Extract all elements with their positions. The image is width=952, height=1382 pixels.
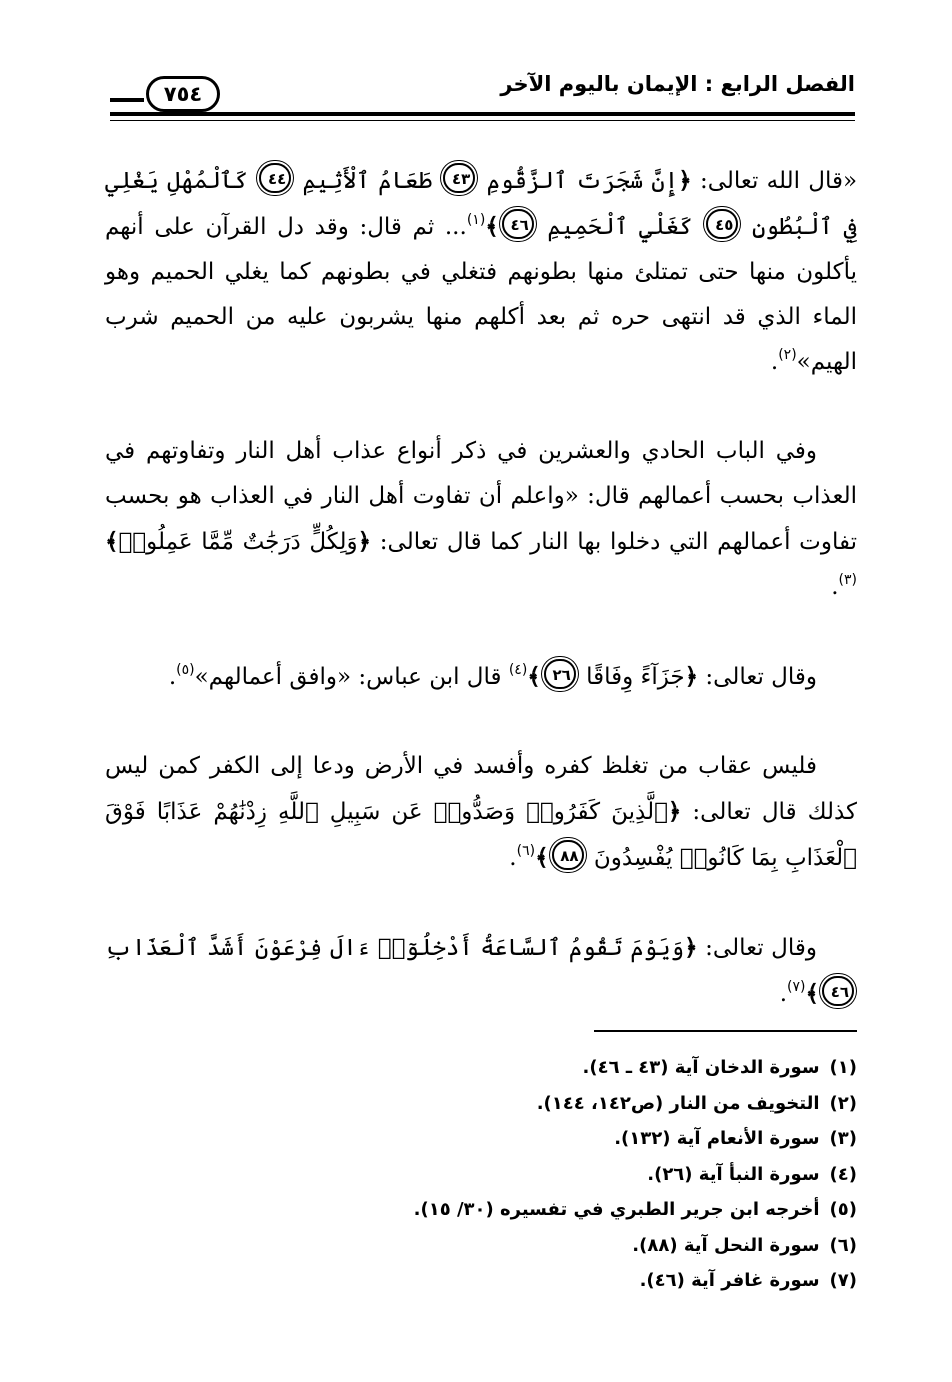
paragraph-3	[105, 654, 857, 700]
quran-text: ٱلَّذِينَ كَفَرُوا۟ وَصَدُّوا۟ عَن سَبِيلِ ٱللَّهِ زِدْنَٰهُمْ عَذَابًا فَوْقَ ٱلْعَذَابِ بِمَا كَانُوا۟ يُفْسِدُونَ	[105, 799, 857, 871]
footnote-text: سورة النحل آية (٨٨).	[632, 1234, 820, 1256]
chapter-title: الفصل الرابع : الإيمان باليوم الآخر	[500, 72, 855, 96]
footnote-text: سورة الأنعام آية (١٣٢).	[614, 1128, 820, 1149]
quran-text: كَٱلْمُهْلِ يَغْلِي فِي ٱلْبُطُونِ	[105, 168, 857, 240]
footnote-ref[interactable]: (٢)	[778, 347, 797, 363]
footnote-text: سورة النبأ آية (٢٦).	[647, 1163, 820, 1185]
header-ornament	[110, 98, 144, 102]
quran-close-brace: ﴾	[485, 213, 499, 240]
quran-close-brace: ﴾	[805, 980, 819, 1007]
footnote-item	[157, 1263, 857, 1299]
quran-text: طَعَامُ ٱلْأَثِيمِ	[302, 168, 433, 194]
ayah-number-marker: ٤٣	[443, 163, 475, 193]
footnote-item	[157, 1157, 857, 1193]
quran-open-brace: ﴿	[678, 167, 692, 194]
quran-close-brace: ﴾	[535, 844, 549, 871]
ayah-number-marker: ٢٦	[544, 659, 576, 689]
text-run: وقال تعالى:	[698, 664, 817, 690]
ayah-number-marker: ٨٨	[552, 840, 584, 870]
footnote-item	[157, 1228, 857, 1264]
quran-text: إِنَّ شَجَرَتَ ٱلزَّقُّومِ	[486, 168, 679, 194]
page-header	[110, 68, 855, 128]
quran-open-brace: ﴿	[684, 663, 699, 690]
quran-open-brace: ﴿	[667, 798, 682, 825]
footnote-ref[interactable]: (١)	[466, 212, 486, 228]
footnote-ref[interactable]: (٥)	[176, 662, 195, 678]
footnote-ref[interactable]: (٧)	[787, 979, 806, 995]
footnote-ref[interactable]: (٣)	[838, 572, 857, 588]
footnote-text: التخويف من النار (ص١٤٢، ١٤٤).	[536, 1092, 820, 1114]
footnote-ref[interactable]: (٦)	[516, 843, 536, 859]
quran-close-brace: ﴾	[105, 528, 119, 555]
ayah-number-marker: ٤٦	[502, 209, 534, 239]
quran-text: جَزَآءً وِفَاقًا	[586, 664, 685, 690]
footnote-number: (٧)	[829, 1270, 857, 1291]
text-run: ... ثم قال: وقد دل القرآن على أنهم يأكلون منها حتى تمتلئ منها بطونهم فتغلي في بطونهم كما يغلي الحميم وهو الماء الذي قد انتهى حره ثم بعد أكلهم منها يشربون عليه من الحميم شرب الهيم»	[105, 214, 857, 375]
paragraph-5	[105, 925, 857, 1017]
footnote-number: (٢)	[829, 1092, 857, 1114]
main-text	[105, 158, 857, 1017]
header-rule-thin	[110, 120, 855, 121]
paragraph-1	[105, 158, 857, 385]
footnote-number: (٦)	[829, 1234, 857, 1256]
footnote-item	[157, 1086, 857, 1122]
text-run: .	[509, 845, 517, 871]
footnote-number: (١)	[829, 1057, 857, 1078]
footnote-number: (٥)	[829, 1199, 857, 1220]
quran-text: كَغَلْيِ ٱلْحَمِيمِ	[547, 214, 693, 240]
text-run: .	[831, 574, 839, 600]
ayah-number-marker: ٤٤	[259, 163, 291, 193]
ayah-number-marker: ٤٦	[822, 976, 854, 1006]
text-run: وفي الباب الحادي والعشرين في ذكر أنواع عذاب أهل النار وتفاوتهم في العذاب بحسب أعمالهم قال: «واعلم أن تفاوت أهل النار في العذاب هو بحسب تفاوت أعمالهم التي دخلوا بها النار كما قال تعالى:	[105, 438, 857, 555]
paragraph-4	[105, 744, 857, 881]
footnote-text: سورة غافر آية (٤٦).	[639, 1270, 820, 1291]
text-run: وقال تعالى:	[697, 935, 817, 961]
text-run: «قال الله تعالى:	[691, 168, 858, 194]
quran-text: وَلِكُلٍّ دَرَجَٰتٌ مِّمَّا عَمِلُوا۟	[118, 529, 358, 555]
page-number-badge: ٧٥٤	[146, 76, 220, 112]
footnote-number: (٤)	[829, 1163, 857, 1185]
text-run: .	[770, 349, 779, 375]
text-run: .	[168, 664, 177, 690]
quran-open-brace: ﴿	[684, 934, 698, 961]
header-rule-thick	[110, 112, 855, 116]
footnote-ref[interactable]: (٤)	[508, 662, 528, 678]
footnote-item	[157, 1192, 857, 1228]
footnote-item	[157, 1050, 857, 1086]
quran-close-brace: ﴾	[527, 663, 541, 690]
paragraph-2	[105, 429, 857, 610]
text-run: فليس عقاب من تغلظ كفره وأفسد في الأرض ودعا إلى الكفر كمن ليس كذلك قال تعالى:	[105, 753, 857, 825]
ayah-number-marker: ٤٥	[706, 209, 738, 239]
footnote-separator	[594, 1030, 857, 1032]
footnotes-list	[157, 1050, 857, 1299]
footnote-number: (٣)	[829, 1128, 857, 1149]
text-run: قال ابن عباس: «وافق أعمالهم»	[194, 664, 509, 690]
quran-open-brace: ﴿	[357, 528, 372, 555]
footnote-text: سورة الدخان آية (٤٣ ـ ٤٦).	[582, 1057, 820, 1078]
footnote-item	[157, 1121, 857, 1157]
quran-text: وَيَوْمَ تَقُومُ ٱلسَّاعَةُ أَدْخِلُوٓا۟ ءَالَ فِرْعَوْنَ أَشَدَّ ٱلْعَذَابِ	[105, 935, 685, 961]
text-run: .	[779, 981, 788, 1007]
footnote-text: أخرجه ابن جرير الطبري في تفسيره (٣٠/ ١٥).	[413, 1199, 820, 1220]
